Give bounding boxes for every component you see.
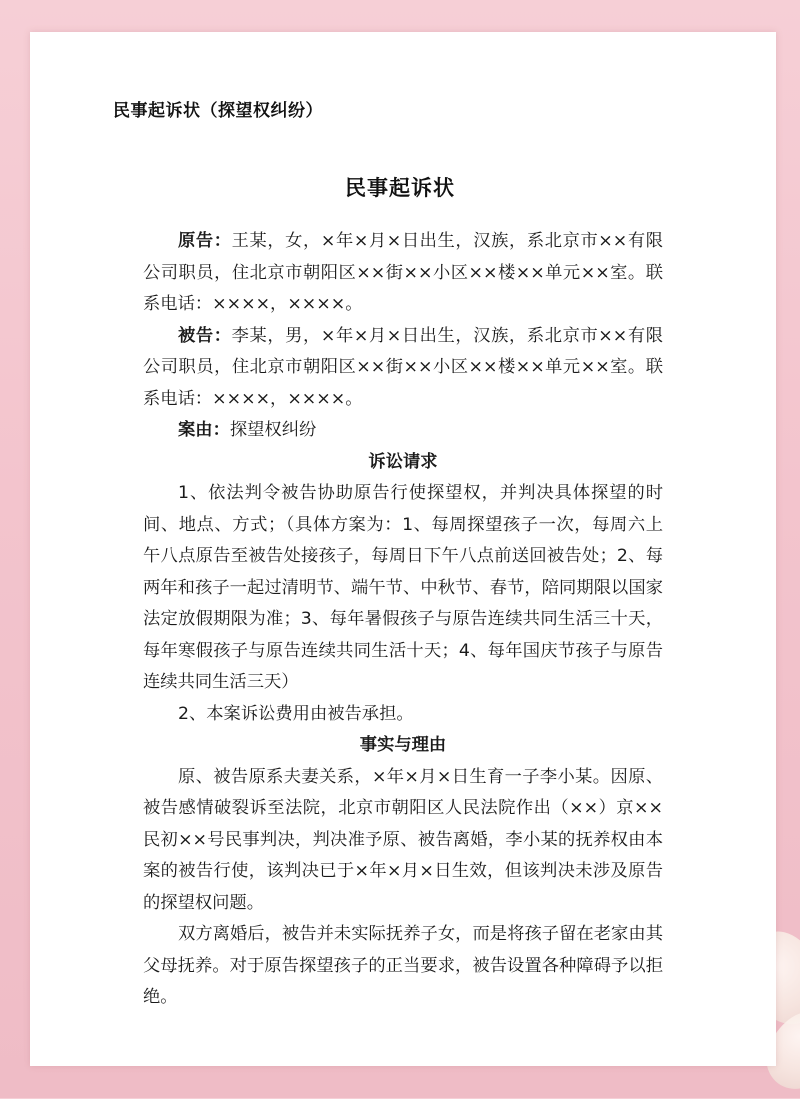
cause-paragraph <box>143 415 663 447</box>
defendant-label: 被告： <box>178 325 232 346</box>
facts-paragraph: 双方离婚后，被告并未实际抚养子女，而是将孩子留在老家由其父母抚养。对于原告探望孩子的正当要求，被告设置各种障碍予以拒绝。 <box>143 924 663 1007</box>
document-label: 民事起诉状（探望权纠纷） <box>113 101 323 121</box>
defendant-text: 李某，男，×年×月×日出生，汉族，系北京市××有限公司职员，住北京市朝阳区××街××小区××楼××单元××室。联系电话：××××，××××。 <box>143 325 663 409</box>
cause-label: 案由： <box>178 420 230 440</box>
document-title: 民事起诉状 <box>345 176 455 200</box>
facts-paragraph: 原、被告原系夫妻关系，×年×月×日生育一子李小某。因原、被告感情破裂诉至法院，北京市朝阳区人民法院作出（××）京××民初××号民事判决，判决准予原、被告离婚，李小某的抚养权由本案的被告行使，该判决已于×年×月×日生效，但该判决未涉及原告的探望权问题。 <box>143 766 663 913</box>
plaintiff-text: 王某，女，×年×月×日出生，汉族，系北京市××有限公司职员，住北京市朝阳区××街××小区××楼××单元××室。联系电话：××××，××××。 <box>143 231 663 314</box>
defendant-paragraph <box>143 321 663 416</box>
cause-text: 探望权纠纷 <box>229 420 317 440</box>
claims-heading: 诉讼请求 <box>368 451 438 472</box>
facts-heading: 事实与理由 <box>359 735 447 755</box>
claim-item: 1、依法判令被告协助原告行使探望权，并判决具体探望的时间、地点、方式；（具体方案为：1、每周探望孩子一次，每周六上午八点原告至被告处接孩子，每周日下午八点前送回被告处；2、每两年和孩子一起过清明节、端午节、中秋节、春节，陪同期限以国家法定放假期限为准；3、每年暑假孩子与原告连续共同生活三十天，每年寒假孩子与原告连续共同生活十天；4、每年国庆节孩子与原告连续共同生活三天） <box>143 483 663 692</box>
plaintiff-label: 原告： <box>178 231 232 251</box>
document-body <box>143 226 663 1014</box>
plaintiff-paragraph <box>143 226 663 321</box>
claim-item: 2、本案诉讼费用由被告承担。 <box>178 703 414 724</box>
